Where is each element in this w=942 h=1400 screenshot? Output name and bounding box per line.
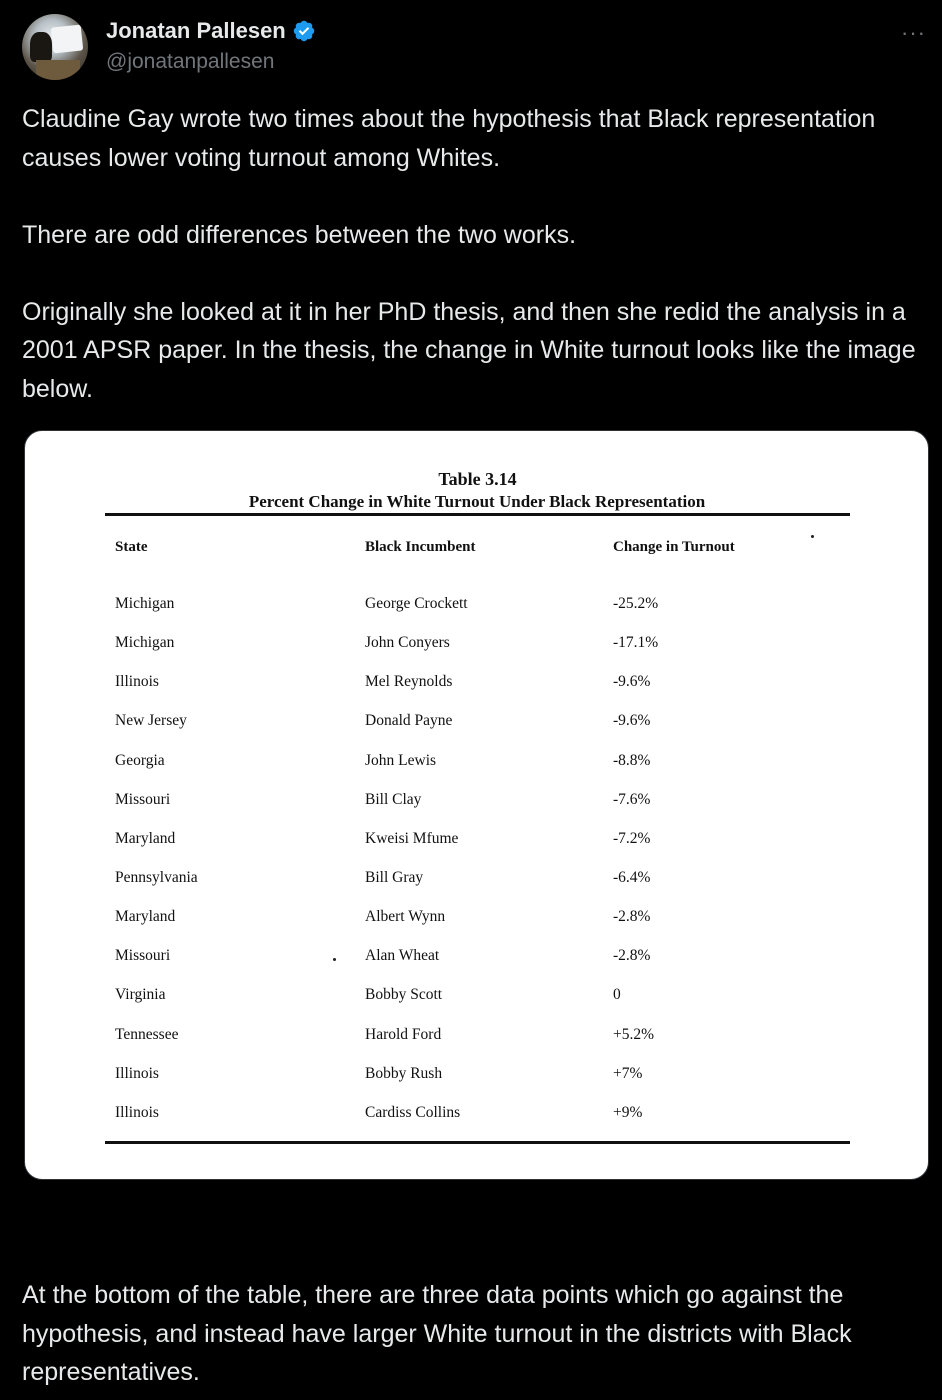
cell-incumbent: Alan Wheat [365,947,440,965]
table-row [25,869,929,908]
table-row [25,791,929,830]
cell-change: -6.4% [613,868,651,886]
cell-change: -7.2% [613,829,651,847]
cell-change: -25.2% [613,595,659,612]
cell-incumbent: George Crockett [365,595,468,612]
table-body [25,595,929,1143]
table-row [25,1104,929,1143]
tweet-text [22,100,927,408]
author-name[interactable]: Jonatan Pallesen [106,18,286,43]
table-top-rule [105,513,850,516]
cell-change: -9.6% [613,712,651,730]
cell-incumbent: Bobby Scott [365,986,443,1004]
tweet-continuation-text: At the bottom of the table, there are three data points which go against the hypothesis, and instead have larger White turnout in the districts with Black representatives. [22,1281,852,1386]
cell-incumbent: Bobby Rush [365,1064,443,1082]
cell-state: Illinois [115,1064,159,1082]
cell-state: Illinois [115,1103,159,1121]
table-row [25,1065,929,1104]
scan-speck [811,535,814,538]
cell-state: Maryland [115,908,176,926]
tweet-image[interactable] [24,430,929,1180]
table-subtitle: Percent Change in White Turnout Under Black Representation [248,492,706,511]
cell-change: +5.2% [613,1025,655,1043]
cell-state: Illinois [115,673,159,691]
author-name-row[interactable] [106,18,316,44]
table-bottom-rule [105,1141,850,1144]
table-title: Table 3.14 [438,469,517,489]
tweet-paragraph-1: Claudine Gay wrote two times about the hypothesis that Black representation causes lower voting turnout among Whites. [22,105,876,172]
cell-incumbent: Bill Clay [365,790,422,808]
cell-change: 0 [613,986,621,1004]
table-row [25,595,929,634]
cell-incumbent: Bill Gray [365,868,424,886]
cell-change: -9.6% [613,673,651,691]
avatar[interactable] [22,14,88,80]
cell-change: -8.8% [613,751,651,769]
cell-state: Michigan [115,634,175,652]
cell-incumbent: Albert Wynn [365,908,446,926]
cell-incumbent: Harold Ford [365,1025,442,1043]
cell-change: -17.1% [613,634,659,652]
table-row [25,673,929,712]
cell-change: -2.8% [613,947,651,965]
table-row [25,830,929,869]
cell-state: Tennessee [115,1025,179,1043]
table-row [25,908,929,947]
cell-change: +7% [613,1064,643,1082]
cell-state: Missouri [115,790,171,808]
cell-incumbent: Donald Payne [365,712,453,730]
cell-incumbent: John Conyers [365,634,450,652]
tweet-paragraph-2: There are odd differences between the two works. [22,220,577,249]
cell-state: Virginia [115,986,166,1004]
column-header-state: State [115,539,148,555]
column-header-incumbent: Black Incumbent [365,539,476,555]
tweet-header [22,14,932,84]
cell-change: +9% [613,1103,643,1121]
cell-state: Maryland [115,829,176,847]
cell-state: Missouri [115,947,171,965]
table-row [25,947,929,986]
table-row [25,634,929,673]
column-header-change: Change in Turnout [613,539,735,555]
tweet-paragraph-3: Originally she looked at it in her PhD thesis, and then she redid the analysis in a 2001 APSR paper. In the thesis, the change in White turnout looks like the image below. [22,297,916,403]
cell-incumbent: Kweisi Mfume [365,829,459,847]
table-row [25,986,929,1025]
cell-state: Michigan [115,595,175,612]
cell-state: Pennsylvania [115,868,198,886]
more-options-icon[interactable]: ··· [901,20,926,45]
table-row [25,752,929,791]
cell-state: Georgia [115,751,165,769]
cell-change: -7.6% [613,790,651,808]
cell-state: New Jersey [115,712,187,730]
scan-speck [333,958,336,961]
cell-change: -2.8% [613,908,651,926]
author-handle[interactable]: @jonatanpallesen [106,50,275,73]
cell-incumbent: John Lewis [365,751,437,769]
table-row [25,712,929,751]
verified-badge-icon [292,19,316,43]
cell-incumbent: Mel Reynolds [365,673,453,691]
cell-incumbent: Cardiss Collins [365,1103,461,1121]
table-row [25,1026,929,1065]
